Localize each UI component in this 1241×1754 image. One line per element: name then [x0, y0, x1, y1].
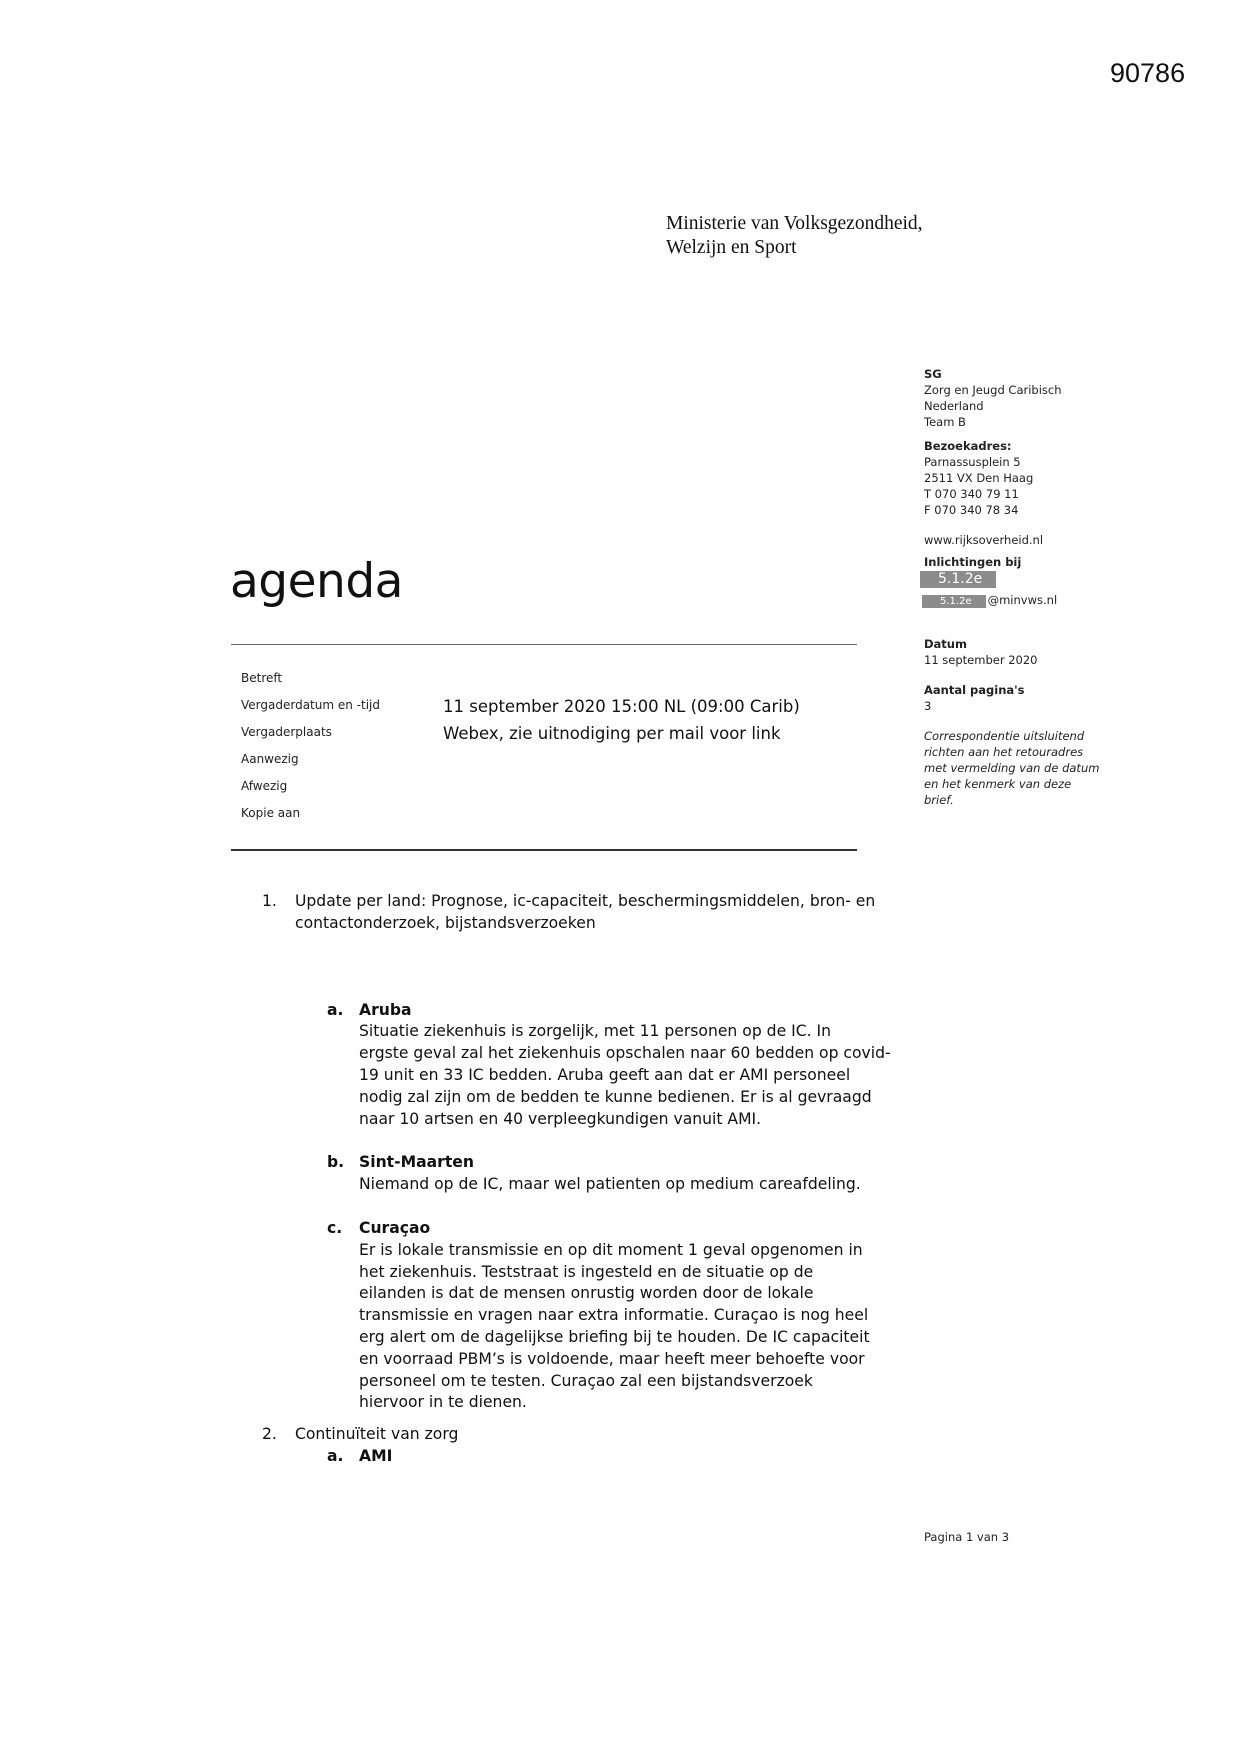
ministry-line-1: Ministerie van Volksgezondheid, — [666, 213, 923, 234]
website-link[interactable]: www.rijksoverheid.nl — [924, 533, 1044, 547]
ministry-line-2: Welzijn en Sport — [666, 237, 797, 258]
subitem-heading: Curaçao — [359, 1218, 431, 1237]
label-present: Aanwezig — [241, 752, 299, 766]
org-line: Nederland — [924, 399, 984, 413]
address-line: Parnassusplein 5 — [924, 455, 1021, 469]
item-number: 2. — [262, 1425, 277, 1444]
subitem-aruba: a. Aruba Situatie ziekenhuis is zorgelijk, met 11 personen op de IC. In ergste geval zal het ziekenhuis opschalen naar 60 bedden op covid- 19 unit en 33 IC bedden. Aruba geeft aan dat er AMI personeel nodig zal zijn om de bedden te kunne bedienen. Er is al gevraagd naar 10 artsen en 40 verpleegkundigen vanuit AMI. — [327, 1000, 891, 1128]
date-value: 11 september 2020 — [924, 653, 1038, 667]
divider-top — [231, 644, 857, 645]
org-line: SG — [924, 367, 942, 381]
fax-line: F 070 340 78 34 — [924, 503, 1019, 517]
item-text: Continuïteit van zorg — [295, 1425, 459, 1444]
subitem-heading: AMI — [359, 1446, 393, 1465]
item-text: Update per land: Prognose, ic-capaciteit, beschermingsmiddelen, bron- en — [295, 892, 876, 910]
email-suffix: @minvws.nl — [987, 593, 1058, 607]
label-subject: Betreft — [241, 671, 283, 685]
item-text: contactonderzoek, bijstandsverzoeken — [295, 913, 596, 932]
meeting-datetime: 11 september 2020 15:00 NL (09:00 Carib) — [443, 697, 800, 716]
label-datetime: Vergaderdatum en -tijd — [241, 698, 380, 712]
subitem-curacao: c. Curaçao Er is lokale transmissie en op dit moment 1 geval opgenomen in het ziekenhuis. Teststraat is ingesteld en de situatie op de eilanden is dat de mensen onrustig worden door de lokale transmissie en vragen naar extra informatie. Curaçao is nog heel erg alert om de dagelijkse briefing bij te houden. De IC capaciteit en voorraad PBM’s is voldoende, maar heeft meer behoefte voor personeel om te testen. Curaçao zal een bijstandsverzoek hiervoor in te dienen. — [327, 1218, 870, 1412]
page-title: agenda — [230, 554, 403, 609]
date-label: Datum — [924, 637, 967, 651]
subitem-heading: Sint-Maarten — [359, 1153, 474, 1172]
divider-bottom — [231, 849, 857, 851]
redacted-email: 5.1.2e — [922, 595, 986, 608]
org-line: Team B — [924, 415, 966, 429]
label-absent: Afwezig — [241, 779, 288, 793]
meta-labels — [241, 665, 380, 827]
ministry-name — [666, 212, 923, 260]
page-footer: Pagina 1 van 3 — [924, 1530, 1010, 1544]
org-line: Zorg en Jeugd Caribisch — [924, 383, 1062, 397]
info-label: Inlichtingen bij — [924, 555, 1022, 569]
agenda-item-2 — [262, 1424, 942, 1446]
redacted-name: 5.1.2e — [920, 571, 996, 588]
visit-address-label: Bezoekadres: — [924, 439, 1012, 453]
item-number: 1. — [262, 892, 277, 910]
meta-values — [443, 693, 800, 747]
subitem-heading: Aruba — [359, 1000, 412, 1019]
document-number: 90786 — [1110, 58, 1186, 88]
phone-line: T 070 340 79 11 — [924, 487, 1019, 501]
pages-value: 3 — [924, 699, 932, 713]
agenda-item-1 — [262, 891, 942, 935]
agenda-content — [262, 891, 942, 1468]
label-location: Vergaderplaats — [241, 725, 332, 739]
address-line: 2511 VX Den Haag — [924, 471, 1034, 485]
correspondence-note: Correspondentie uitsluitend richten aan het retouradres met vermelding van de datum en het kenmerk van deze brief. — [924, 729, 1100, 807]
sidebar-info — [924, 366, 1224, 808]
subitem-sint-maarten: b. Sint-Maarten Niemand op de IC, maar wel patienten op medium careafdeling. — [327, 1153, 861, 1194]
pages-label: Aantal pagina's — [924, 683, 1025, 697]
subitem-ami: a. AMI — [327, 1446, 942, 1468]
label-copy: Kopie aan — [241, 806, 301, 820]
meeting-location: Webex, zie uitnodiging per mail voor link — [443, 724, 781, 743]
